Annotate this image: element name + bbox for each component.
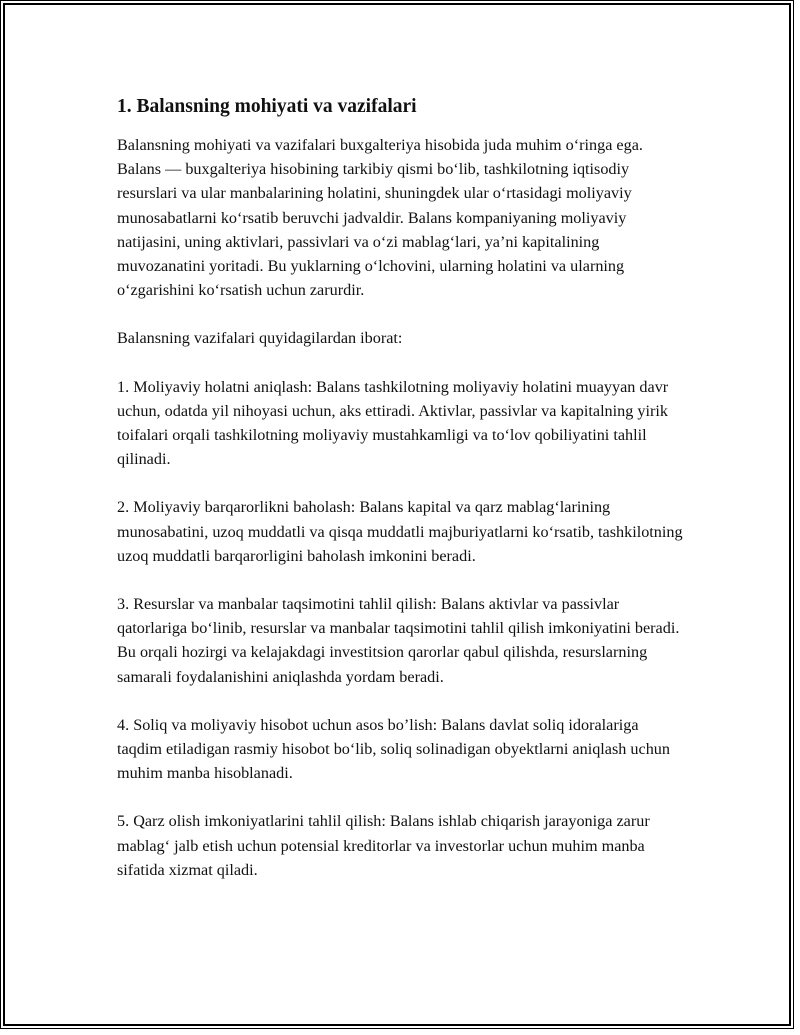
section-title: 1. Balansning mohiyati va vazifalari [117,96,417,117]
paragraph-task-1: 1. Moliyaviy holatni aniqlash: Balans tashkilotning moliyaviy holatini muayyan davr uchun, odatda yil nihoyasi uchun, aks ettiradi. Aktivlar, passivlar va kapitalning yirik toifalari orqali tashkilotning moliyaviy mustahkamligi va toʻlov qobiliyatini tahlil qilinadi. [117,377,669,469]
paragraph-task-5: 5. Qarz olish imkoniyatlarini tahlil qilish: Balans ishlab chiqarish jarayoniga zarur mablagʻ jalb etish uchun potensial kreditorlar va investorlar uchun muhim manba sifatida xizmat qiladi. [117,812,650,879]
paragraph-task-4: 4. Soliq va moliyaviy hisobot uchun asos bo’lish: Balans davlat soliq idoralariga taqdim etiladigan rasmiy hisobot boʻlib, soliq solinadigan obyektlarni aniqlash uchun muhim manba hisoblanadi. [117,715,670,783]
paragraph-intro: Balansning mohiyati va vazifalari buxgalteriya hisobida juda muhim oʻringa ega. Balans — buxgalteriya hisobining tarkibiy qismi boʻlib, tashkilotning iqtisodiy resurslari va ular manbalarining holatini, shuningdek ular oʻrtasidagi moliyaviy munosabatlarni koʻrsatib beruvchi jadvaldir. Balans kompaniyaning moliyaviy natijasini, uning aktivlari, passivlari va oʻzi mablagʻlari, yaʼni kapitalining muvozanatini yoritadi. Bu yuklarning oʻlchovini, ularning holatini va ularning oʻzgarishini koʻrsatish uchun zarurdir. [117,136,643,300]
paragraph-task-3: 3. Resurslar va manbalar taqsimotini tahlil qilish: Balans aktivlar va passivlar qatorlariga boʻlinib, resurslar va manbalar taqsimotini tahlil qilish imkoniyatini beradi. Bu orqali hozirgi va kelajakdagi investitsion qarorlar qabul qilishda, resurslarning samarali foydalanishini aniqlashda yordam beradi. [117,595,680,686]
paragraph-task-2: 2. Moliyaviy barqarorlikni baholash: Balans kapital va qarz mablagʻlarining munosabatini, uzoq muddatli va qisqa muddatli majburiyatlarni koʻrsatib, tashkilotning uzoq muddatli barqarorligini baholash imkonini beradi. [117,498,683,565]
document-body [117,93,687,906]
paragraph-tasks-heading: Balansning vazifalari quyidagilardan iborat: [117,329,403,348]
